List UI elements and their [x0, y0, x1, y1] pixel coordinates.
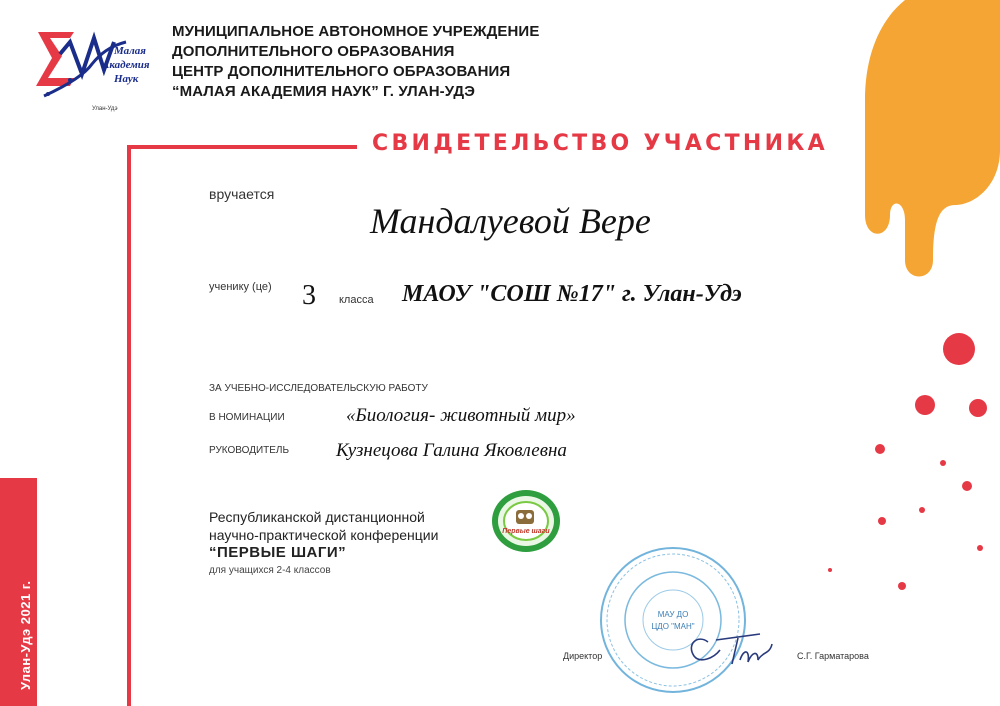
signature	[680, 620, 780, 670]
conference-name: “ПЕРВЫЕ ШАГИ”	[209, 544, 347, 561]
signer-name: С.Г. Гарматарова	[797, 651, 869, 661]
side-year-text: Улан-Удэ 2021 г.	[18, 580, 33, 690]
org-line: “МАЛАЯ АКАДЕМИЯ НАУК” Г. УЛАН-УДЭ	[172, 83, 475, 100]
logo-city: Улан-Удэ	[92, 106, 118, 112]
conference-sub: для учащихся 2-4 классов	[209, 565, 331, 576]
stamp-line1: МАУ ДО	[657, 610, 689, 619]
org-line: ДОПОЛНИТЕЛЬНОГО ОБРАЗОВАНИЯ	[172, 43, 455, 60]
red-dot	[898, 582, 906, 590]
org-line: МУНИЦИПАЛЬНОЕ АВТОНОМНОЕ УЧРЕЖДЕНИЕ	[172, 23, 540, 40]
certificate-title: СВИДЕТЕЛЬСТВО УЧАСТНИКА	[372, 131, 828, 156]
conference-line2: научно-практической конференции	[209, 527, 439, 543]
recipient-name: Мандалуевой Вере	[370, 201, 651, 241]
logo-line3: Наук	[114, 73, 139, 85]
presented-label: вручается	[209, 186, 275, 202]
logo-line2: Академия	[102, 59, 150, 71]
red-dot	[943, 333, 975, 365]
school-name: МАОУ "СОШ №17" г. Улан-Удэ	[402, 281, 742, 307]
class-label: класса	[339, 294, 374, 306]
director-label: Директор	[563, 651, 603, 661]
organization-name	[172, 22, 539, 102]
research-label: ЗА УЧЕБНО-ИССЛЕДОВАТЕЛЬСКУЮ РАБОТУ	[209, 383, 428, 394]
frame-left-line	[127, 145, 131, 706]
orange-blob	[865, 0, 1000, 277]
nomination-label: В НОМИНАЦИИ	[209, 412, 285, 423]
red-dot	[875, 444, 885, 454]
red-dot	[969, 399, 987, 417]
nomination-value: «Биология- животный мир»	[346, 405, 576, 426]
red-dot	[828, 568, 832, 572]
red-dot	[962, 481, 972, 491]
conference-line1: Республиканской дистанционной	[209, 509, 425, 525]
conference-logo	[490, 488, 562, 554]
conference-info	[209, 508, 438, 580]
red-dot	[940, 460, 946, 466]
red-dot	[915, 395, 935, 415]
academy-logo	[30, 24, 165, 116]
logo-line1: Малая	[114, 45, 146, 57]
red-dot	[878, 517, 886, 525]
red-dot	[977, 545, 983, 551]
frame-top-line	[127, 145, 357, 149]
conference-logo-text: Первые шаги	[502, 528, 550, 535]
org-line: ЦЕНТР ДОПОЛНИТЕЛЬНОГО ОБРАЗОВАНИЯ	[172, 63, 511, 80]
red-dot	[919, 507, 925, 513]
stamp-line2: ЦДО "МАН"	[651, 622, 695, 631]
student-label: ученику (це)	[209, 281, 272, 293]
supervisor-label: РУКОВОДИТЕЛЬ	[209, 445, 290, 456]
supervisor-name: Кузнецова Галина Яковлевна	[336, 440, 567, 461]
grade-value: 3	[302, 280, 316, 311]
